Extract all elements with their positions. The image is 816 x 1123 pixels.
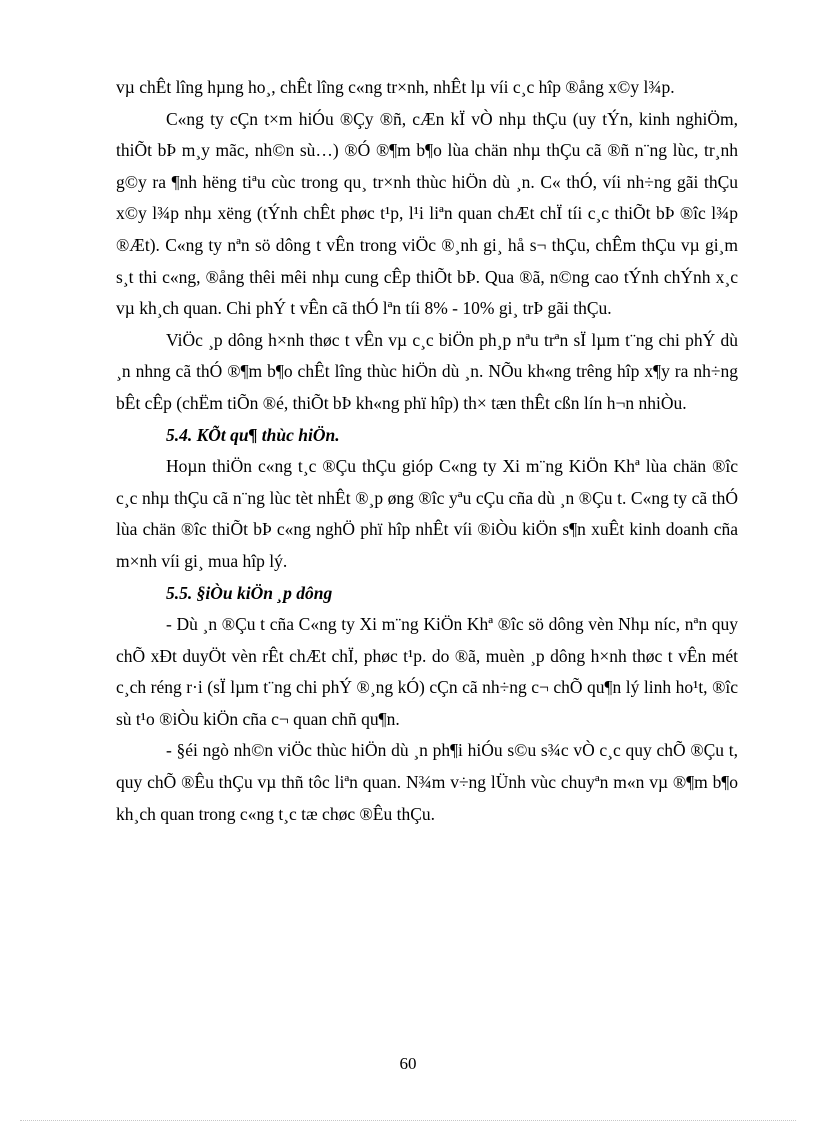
paragraph-results: Hoµn thiÖn c«ng t¸c ®Çu thÇu gióp C«ng ty Xi m¨ng KiÖn Khª lùa chän ®îc c¸c nhµ thÇu cã n¨ng lùc tèt nhÊt ®¸p øng ®îc yªu cÇu cña dù ¸n ®Çu t. C«ng ty cã thÓ lùa chän ®îc thiÕt bÞ c«ng nghÖ phï hîp nhÊt víi ®iÒu kiÖn s¶n xuÊt kinh doanh cña m×nh víi gi¸ mua hîp lý.: [116, 456, 738, 571]
section-heading-conditions: 5.5. §iÒu kiÖn ¸p dông: [166, 582, 333, 603]
page-body: [116, 72, 738, 830]
paragraph-cost-tradeoff: ViÖc ¸p dông h×nh thøc t vÊn vµ c¸c biÖn ph¸p nªu trªn sÏ lµm t¨ng chi phÝ dù ¸n nhng cã thÓ ®¶m b¶o chÊt lîng thùc hiÖn dù ¸n. NÕu kh«ng trêng hîp x¶y ra nh÷ng bÊt cÊp (chËm tiÕn ®é, thiÕt bÞ kh«ng phï hîp) th× tæn thÊt cßn lín h¬n nhiÒu.: [116, 329, 738, 413]
paragraph-consultant-evaluation: C«ng ty cÇn t×m hiÓu ®Çy ®ñ, cÆn kÏ vÒ nhµ thÇu (uy tÝn, kinh nghiÖm, thiÕt bÞ m¸y mãc, nh©n sù…) ®Ó ®¶m b¶o lùa chän nhµ thÇu cã ®ñ n¨ng lùc, tr¸nh g©y ra ¶nh hëng tiªu cùc trong qu¸ tr×nh thùc hiÖn dù ¸n. C« thÓ, víi nh÷ng gãi thÇu x©y l¾p nhµ xëng (tÝnh chÊt phøc t¹p, l¹i liªn quan chÆt chÏ tíi c¸c thiÕt bÞ ®îc l¾p ®Æt). C«ng ty nªn sö dông t vÊn trong viÖc ®¸nh gi¸ hå s¬ thÇu, chÊm thÇu vµ gi¸m s¸t thi c«ng, ®ång thêi mêi nhµ cung cÊp thiÕt bÞ. Qua ®ã, n©ng cao tÝnh chÝnh x¸c vµ kh¸ch quan. Chi phÝ t vÊn cã thÓ lªn tíi 8% - 10% gi¸ trÞ gãi thÇu.: [116, 108, 738, 319]
page-number: 60: [399, 1054, 417, 1073]
continuation-paragraph: vµ chÊt lîng hµng ho¸, chÊt lîng c«ng tr×nh, nhÊt lµ víi c¸c hîp ®ång x©y l¾p.: [116, 77, 675, 97]
paragraph-condition-staff: - §éi ngò nh©n viÖc thùc hiÖn dù ¸n ph¶i hiÓu s©u s¾c vÒ c¸c quy chÕ ®Çu t, quy chÕ ®Êu thÇu vµ thñ tôc liªn quan. N¾m v÷ng lÜnh vùc chuyªn m«n vµ ®¶m b¶o kh¸ch quan trong c«ng t¸c tæ chøc ®Êu thÇu.: [116, 740, 738, 824]
paragraph-condition-funding: - Dù ¸n ®Çu t cña C«ng ty Xi m¨ng KiÖn Khª ®îc sö dông vèn Nhµ níc, nªn quy chÕ xÐt duyÖt vèn rÊt chÆt chÏ, phøc t¹p. do ®ã, muèn ¸p dông h×nh thøc t vÊn mét c¸ch réng r·i (sÏ lµm t¨ng chi phÝ ®¸ng kÓ) cÇn cã nh÷ng c¬ chÕ qu¶n lý linh ho¹t, ®îc sù t¹o ®iÒu kiÖn cña c¬ quan chñ qu¶n.: [116, 614, 738, 729]
page-bottom-rule: [20, 1120, 796, 1121]
section-heading-results: 5.4. KÕt qu¶ thùc hiÖn.: [166, 424, 340, 445]
